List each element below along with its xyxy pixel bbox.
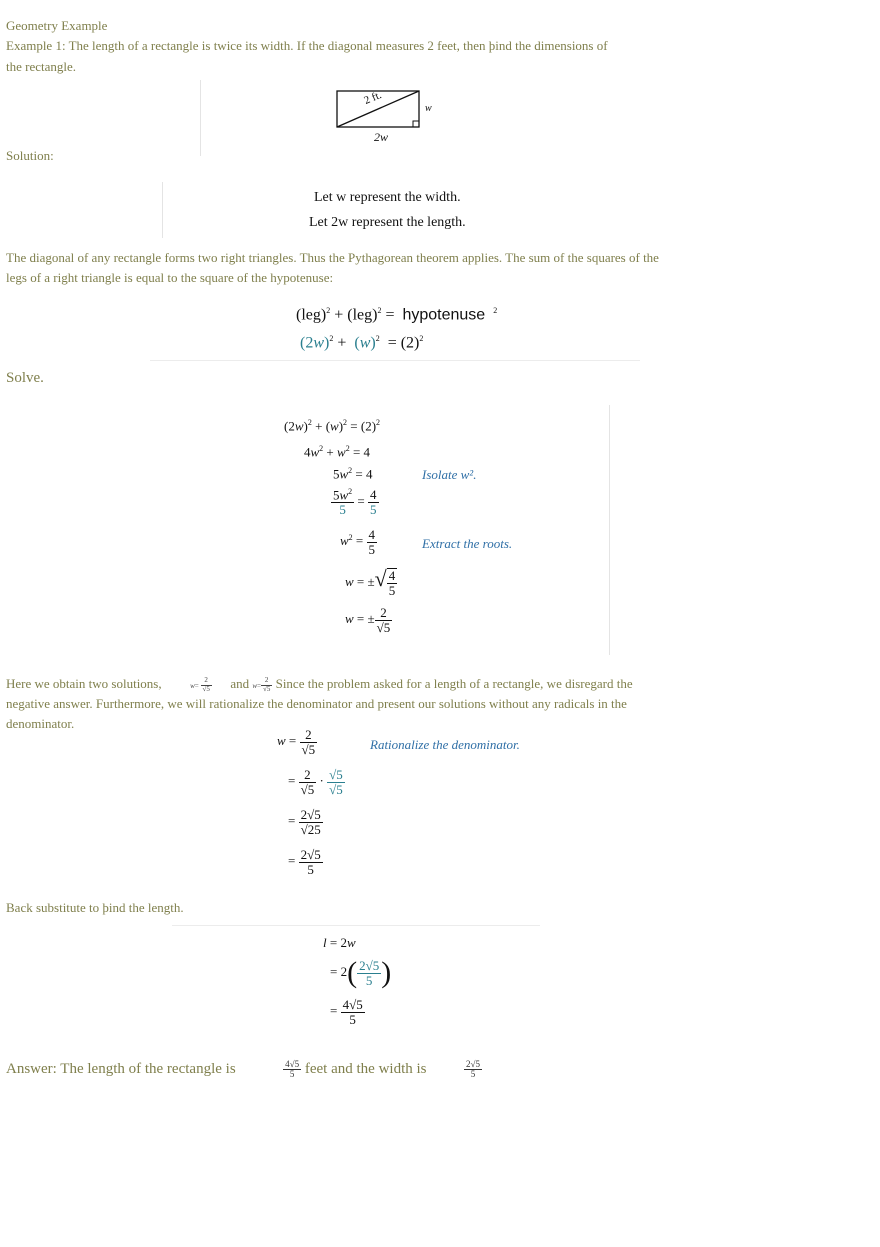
pythag-line-1: The diagonal of any rectangle forms two right triangles. Thus the Pythagorean theorem applies. The sum of the squares of the (6, 250, 659, 265)
figure-border (200, 80, 201, 156)
diagonal-label: 2 ft. (362, 89, 384, 107)
answer-line: Answer: The length of the rectangle is $\frac{4√5}{5}$ feet and the width is $\frac{2√5}{5}$ (6, 1058, 480, 1080)
page-title: Geometry Example (6, 18, 108, 33)
two-solutions-line-3: denominator. (6, 716, 75, 731)
back-sub-label: Back substitute to þind the length. (6, 900, 184, 915)
step-2: $4w^2 + w^2 = 4$ (304, 444, 371, 460)
pythag-formula: (leg)$^2$ + (leg)$^2$ = hypotenuse $^2$ (296, 306, 498, 324)
example-line-1: Example 1: The length of a rectangle is twice its width. If the diagonal measures 2 feet, then þind the dimensions of (6, 38, 608, 53)
two-solutions-line-2: negative answer. Furthermore, we will rationalize the denominator and present our solutions without any radicals in the (6, 696, 627, 711)
step-4: $\frac{5w^2}{5}$ = $\frac{4}{5}$ (333, 487, 377, 517)
rationalize-note: Rationalize the denominator. (370, 737, 520, 752)
rat-step-2: = $\frac{2}{√5}$ · $\frac{√5}{√5}$ (288, 767, 343, 797)
rat-step-1: w = $\frac{2}{√5}$ (277, 727, 316, 757)
pythag-substitution: $(2w)^2 + (w)^2 = (2)^2$ (300, 334, 424, 352)
pythag-line-2: legs of a right triangle is equal to the square of the hypotenuse: (6, 270, 334, 285)
isolate-note: Isolate w². (422, 467, 477, 482)
bottom-label: 2w (374, 130, 389, 144)
extract-note: Extract the roots. (422, 536, 513, 551)
step-5: $w^2$ = $\frac{4}{5}$ (340, 527, 376, 557)
len-step-2: = 2( $\frac{2√5}{5}$ ) (330, 956, 392, 989)
solve-border (609, 405, 610, 655)
two-solutions-line-1: Here we obtain two solutions, w= $\frac{2}{√5}$ and w= $\frac{2}{√5}$ Since the problem asked for a length of a rectangle, we disregard the (6, 676, 633, 693)
solution-label: Solution: (6, 148, 54, 163)
let-border (162, 182, 163, 238)
rat-step-3: = $\frac{2√5}{√25}$ (288, 807, 321, 837)
divider-2 (172, 925, 540, 926)
let-width: Let w represent the width. (314, 190, 461, 205)
rat-step-4: = $\frac{2√5}{5}$ (288, 847, 321, 877)
solve-label: Solve. (6, 370, 44, 386)
let-length: Let 2w represent the length. (309, 215, 466, 230)
example-line-2: the rectangle. (6, 59, 77, 74)
divider (150, 360, 640, 361)
len-step-1: l = 2w (323, 935, 356, 950)
step-1: $(2w)^2 + (w)^2 = (2)^2$ (284, 418, 381, 434)
step-3: $5w^2 = 4$ (333, 466, 373, 482)
step-6: w = ±√ $\frac{4}{5}$ (345, 566, 396, 599)
step-7: w = ± $\frac{2}{√5}$ (345, 605, 391, 635)
len-step-3: = $\frac{4√5}{5}$ (330, 997, 363, 1027)
side-label: w (425, 103, 432, 114)
